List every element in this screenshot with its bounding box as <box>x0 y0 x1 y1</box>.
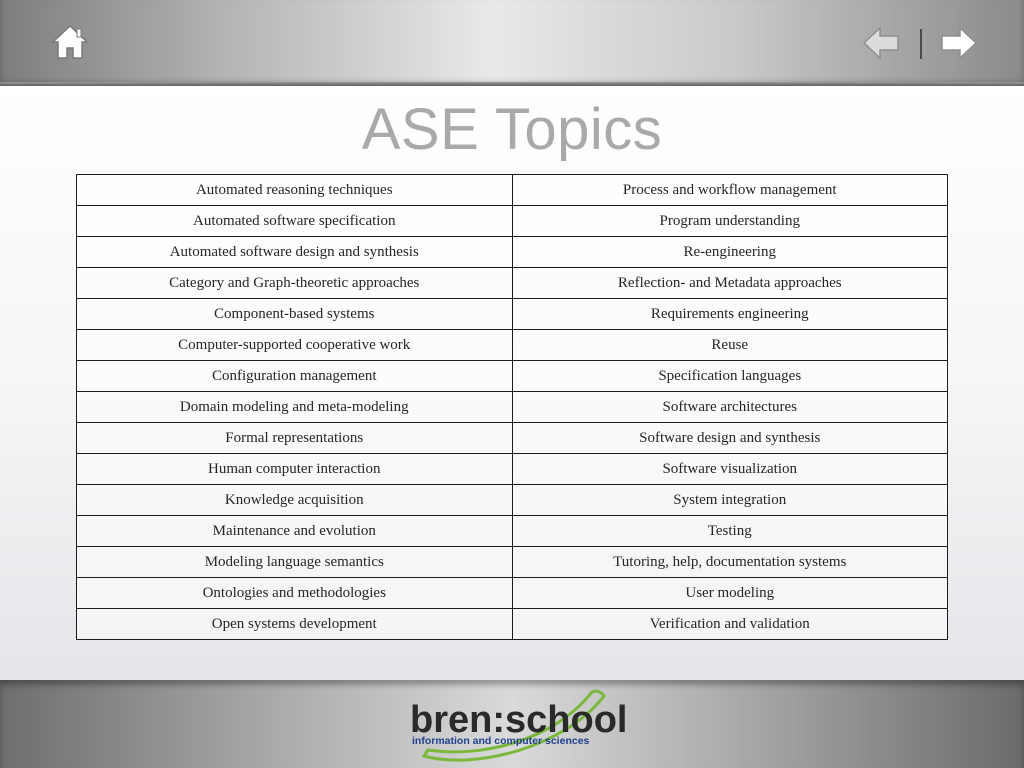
topic-cell-left: Open systems development <box>77 609 513 640</box>
next-slide-button[interactable] <box>938 24 980 62</box>
bren-school-logo <box>404 682 626 762</box>
topic-cell-right: Testing <box>512 516 948 547</box>
table-row <box>77 330 948 361</box>
table-row <box>77 485 948 516</box>
arrow-right-icon <box>938 24 980 62</box>
logo-tagline: information and computer sciences <box>412 735 590 747</box>
topic-cell-left: Knowledge acquisition <box>77 485 513 516</box>
arrow-left-icon <box>860 24 902 62</box>
topic-cell-left: Human computer interaction <box>77 454 513 485</box>
topic-cell-right: Reuse <box>512 330 948 361</box>
topic-cell-left: Automated software specification <box>77 206 513 237</box>
topic-cell-right: Program understanding <box>512 206 948 237</box>
table-row <box>77 392 948 423</box>
table-row <box>77 423 948 454</box>
table-row <box>77 361 948 392</box>
topic-cell-right: Re-engineering <box>512 237 948 268</box>
table-row <box>77 268 948 299</box>
slide-title: ASE Topics <box>361 97 663 162</box>
table-row <box>77 609 948 640</box>
topic-cell-right: Software design and synthesis <box>512 423 948 454</box>
topic-cell-right: Software architectures <box>512 392 948 423</box>
topic-cell-right: Tutoring, help, documentation systems <box>512 547 948 578</box>
logo-word-right: school <box>505 699 626 741</box>
logo-separator: : <box>492 699 506 741</box>
previous-slide-button[interactable] <box>860 24 902 62</box>
topic-cell-left: Automated software design and synthesis <box>77 237 513 268</box>
topic-cell-right: User modeling <box>512 578 948 609</box>
topic-cell-left: Ontologies and methodologies <box>77 578 513 609</box>
topic-cell-left: Maintenance and evolution <box>77 516 513 547</box>
table-row <box>77 299 948 330</box>
topic-cell-left: Computer-supported cooperative work <box>77 330 513 361</box>
topics-table <box>76 174 948 640</box>
logo-word-left: bren <box>410 699 493 741</box>
bren-school-logo-graphic <box>404 682 626 762</box>
topic-cell-right: System integration <box>512 485 948 516</box>
table-row <box>77 206 948 237</box>
topic-cell-right: Verification and validation <box>512 609 948 640</box>
table-row <box>77 547 948 578</box>
table-row <box>77 454 948 485</box>
topic-cell-left: Modeling language semantics <box>77 547 513 578</box>
topic-cell-right: Reflection- and Metadata approaches <box>512 268 948 299</box>
table-row <box>77 516 948 547</box>
table-row <box>77 578 948 609</box>
nav-separator <box>920 29 922 59</box>
topic-cell-left: Domain modeling and meta-modeling <box>77 392 513 423</box>
table-row <box>77 175 948 206</box>
topic-cell-left: Automated reasoning techniques <box>77 175 513 206</box>
topic-cell-right: Specification languages <box>512 361 948 392</box>
topic-cell-left: Formal representations <box>77 423 513 454</box>
home-button[interactable] <box>50 22 90 62</box>
topic-cell-left: Component-based systems <box>77 299 513 330</box>
table-row <box>77 237 948 268</box>
topics-table-body <box>77 175 948 640</box>
topic-cell-left: Configuration management <box>77 361 513 392</box>
topic-cell-right: Process and workflow management <box>512 175 948 206</box>
topic-cell-right: Requirements engineering <box>512 299 948 330</box>
topic-cell-right: Software visualization <box>512 454 948 485</box>
topic-cell-left: Category and Graph-theoretic approaches <box>77 268 513 299</box>
home-icon <box>50 22 90 62</box>
